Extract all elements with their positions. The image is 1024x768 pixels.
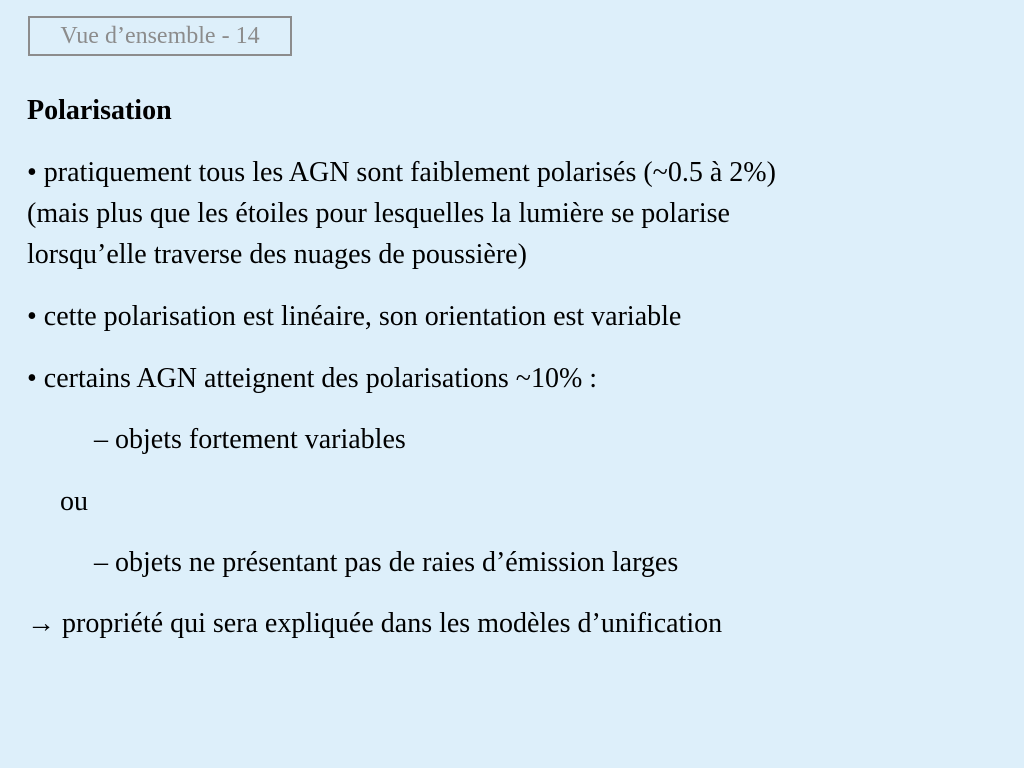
sub-item-no-broad-lines: – objets ne présentant pas de raies d’émission larges bbox=[94, 547, 679, 578]
sub-item-variable-objects: – objets fortement variables bbox=[94, 424, 406, 455]
bullet-line-3: • certains AGN atteignent des polarisations ~10% : bbox=[27, 363, 598, 394]
sub-item-or: ou bbox=[60, 486, 88, 517]
bullet-line-1-continuation-2: lorsqu’elle traverse des nuages de poussière) bbox=[27, 239, 527, 270]
bullet-line-2: • cette polarisation est linéaire, son orientation est variable bbox=[27, 301, 682, 332]
conclusion-line: → propriété qui sera expliquée dans les modèles d’unification bbox=[27, 608, 723, 639]
bullet-line-1-continuation-1: (mais plus que les étoiles pour lesquelles la lumière se polarise bbox=[27, 198, 730, 229]
bullet-line-1: • pratiquement tous les AGN sont faiblement polarisés (~0.5 à 2%) bbox=[27, 157, 776, 188]
slide-title: Polarisation bbox=[27, 95, 172, 126]
slide-label: Vue d’ensemble - 14 bbox=[28, 16, 292, 56]
